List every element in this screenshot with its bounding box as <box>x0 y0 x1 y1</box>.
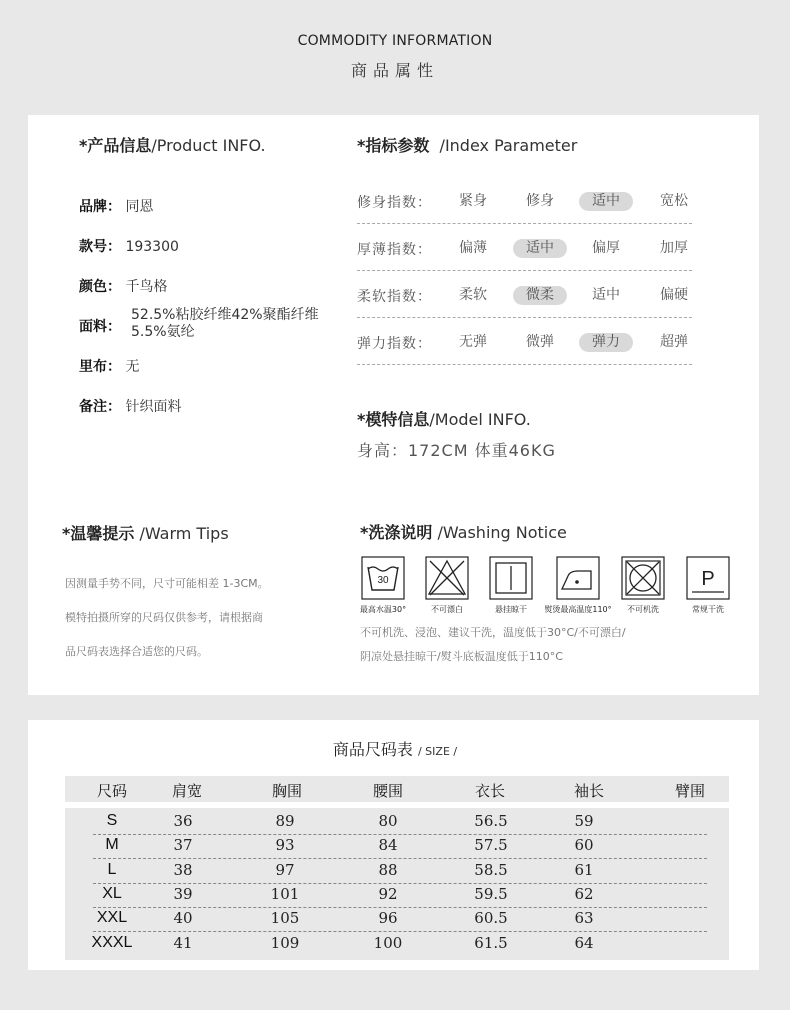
washing-title: *洗涤说明 /Washing Notice <box>360 523 567 542</box>
table-cell: 93 <box>275 836 295 855</box>
tip-line: 因测量手势不同，尺寸可能相差 1-3CM。 <box>65 577 269 590</box>
column-header: 胸围 <box>271 782 303 800</box>
selected-option: 适中 <box>579 192 633 211</box>
index-row-thickness: 厚薄指数： 偏薄 适中 偏厚 加厚 <box>357 231 692 271</box>
index-param-title: *指标参数 /Index Parameter <box>357 136 578 155</box>
table-cell: 105 <box>270 909 300 928</box>
index-row-softness: 柔软指数： 柔软 微柔 适中 偏硬 <box>357 278 692 318</box>
table-cell: 59 <box>574 812 594 830</box>
table-cell: 96 <box>378 909 398 928</box>
column-header: 袖长 <box>573 782 605 800</box>
model-measurements: 身高：172CM 体重46KG <box>357 441 556 460</box>
table-cell: 39 <box>173 884 193 903</box>
wash-caption: 常规干洗 <box>692 605 724 614</box>
info-row-color: 颜色： 千鸟格 <box>79 279 168 295</box>
iron-low-icon <box>556 556 600 600</box>
index-row-fit: 修身指数： 紧身 修身 适中 宽松 <box>357 184 692 224</box>
wash-caption: 悬挂晾干 <box>495 605 527 614</box>
info-row-fabric: 面料： <box>79 319 121 335</box>
table-cell: 64 <box>574 933 594 952</box>
table-row <box>93 907 707 932</box>
wash-caption: 不可机洗 <box>627 605 659 614</box>
size-cell: XXXL <box>91 933 133 951</box>
column-header: 臂围 <box>674 782 706 800</box>
info-row-lining: 里布： 无 <box>79 359 140 375</box>
column-header: 尺码 <box>96 782 128 800</box>
warm-tips-title: *温馨提示 /Warm Tips <box>62 524 229 543</box>
table-cell: 38 <box>173 860 193 879</box>
tip-line: 模特拍摄所穿的尺码仅供参考，请根据商 <box>65 611 263 624</box>
svg-text:P: P <box>701 568 715 590</box>
no-bleach-icon <box>425 556 469 600</box>
table-cell: 61.5 <box>474 933 508 952</box>
no-machine-wash-icon <box>621 556 665 600</box>
table-cell: 63 <box>574 909 594 928</box>
wash-caption: 不可漂白 <box>431 605 463 614</box>
washing-note: 不可机洗、浸泡、建议干洗，温度低于30°C/不可漂白/ <box>360 626 626 639</box>
fabric-value: 52.5%粘胶纤维42%聚酯纤维 5.5%氨纶 <box>131 307 319 340</box>
table-cell: 36 <box>173 812 193 830</box>
table-cell: 89 <box>275 812 295 830</box>
size-cell: L <box>107 860 117 878</box>
table-cell: 60.5 <box>474 909 508 928</box>
info-row-remark: 备注： 针织面料 <box>79 399 182 415</box>
size-table-title: 商品尺码表 / SIZE / <box>332 740 458 759</box>
column-header: 衣长 <box>474 782 506 800</box>
selected-option: 适中 <box>513 239 567 258</box>
column-header: 腰围 <box>372 782 404 800</box>
table-cell: 92 <box>378 884 398 903</box>
column-header: 肩宽 <box>171 782 203 800</box>
table-cell: 100 <box>373 933 403 952</box>
selected-option: 弹力 <box>579 333 633 352</box>
hang-dry-icon <box>489 556 533 600</box>
table-row <box>93 834 707 859</box>
table-row <box>93 932 707 956</box>
table-cell: 109 <box>270 933 300 952</box>
washing-note: 阴凉处悬挂晾干/熨斗底板温度低于110°C <box>360 650 563 663</box>
table-cell: 60 <box>574 836 594 855</box>
svg-text:30: 30 <box>377 575 389 586</box>
model-info-title: *模特信息/Model INFO. <box>357 410 531 429</box>
table-cell: 84 <box>378 836 398 855</box>
table-cell: 41 <box>173 933 193 952</box>
wash-caption: 熨烫最高温度110° <box>544 605 612 614</box>
size-cell: M <box>105 836 119 854</box>
header-title-en: COMMODITY INFORMATION <box>297 33 493 49</box>
info-row-style-no: 款号： 193300 <box>79 239 179 255</box>
table-row <box>93 883 707 908</box>
table-cell: 88 <box>378 860 398 879</box>
tip-line: 品尺码表选择合适您的尺码。 <box>65 645 208 658</box>
table-cell: 97 <box>275 860 295 879</box>
table-cell: 58.5 <box>474 860 508 879</box>
table-cell: 57.5 <box>474 836 508 855</box>
table-cell: 59.5 <box>474 884 508 903</box>
size-cell: S <box>106 812 118 829</box>
table-cell: 40 <box>173 909 193 928</box>
header-title-cn: 商品属性 <box>350 61 439 80</box>
index-row-elasticity: 弹力指数： 无弹 微弹 弹力 超弹 <box>357 325 692 365</box>
product-info-title: *产品信息/Product INFO. <box>79 136 266 155</box>
wash-caption: 最高水温30° <box>359 605 407 614</box>
table-cell: 56.5 <box>474 812 508 830</box>
table-row <box>93 859 707 884</box>
dry-clean-icon <box>686 556 730 600</box>
size-cell: XL <box>102 884 122 902</box>
table-cell: 37 <box>173 836 193 855</box>
size-cell: XXL <box>96 909 128 927</box>
table-cell: 62 <box>574 884 594 903</box>
table-cell: 80 <box>378 812 398 830</box>
wash-30-icon <box>361 556 405 600</box>
table-row <box>93 810 707 835</box>
info-row-brand: 品牌： 同恩 <box>79 199 154 215</box>
table-cell: 61 <box>574 860 594 879</box>
selected-option: 微柔 <box>513 286 567 305</box>
table-cell: 101 <box>270 884 300 903</box>
